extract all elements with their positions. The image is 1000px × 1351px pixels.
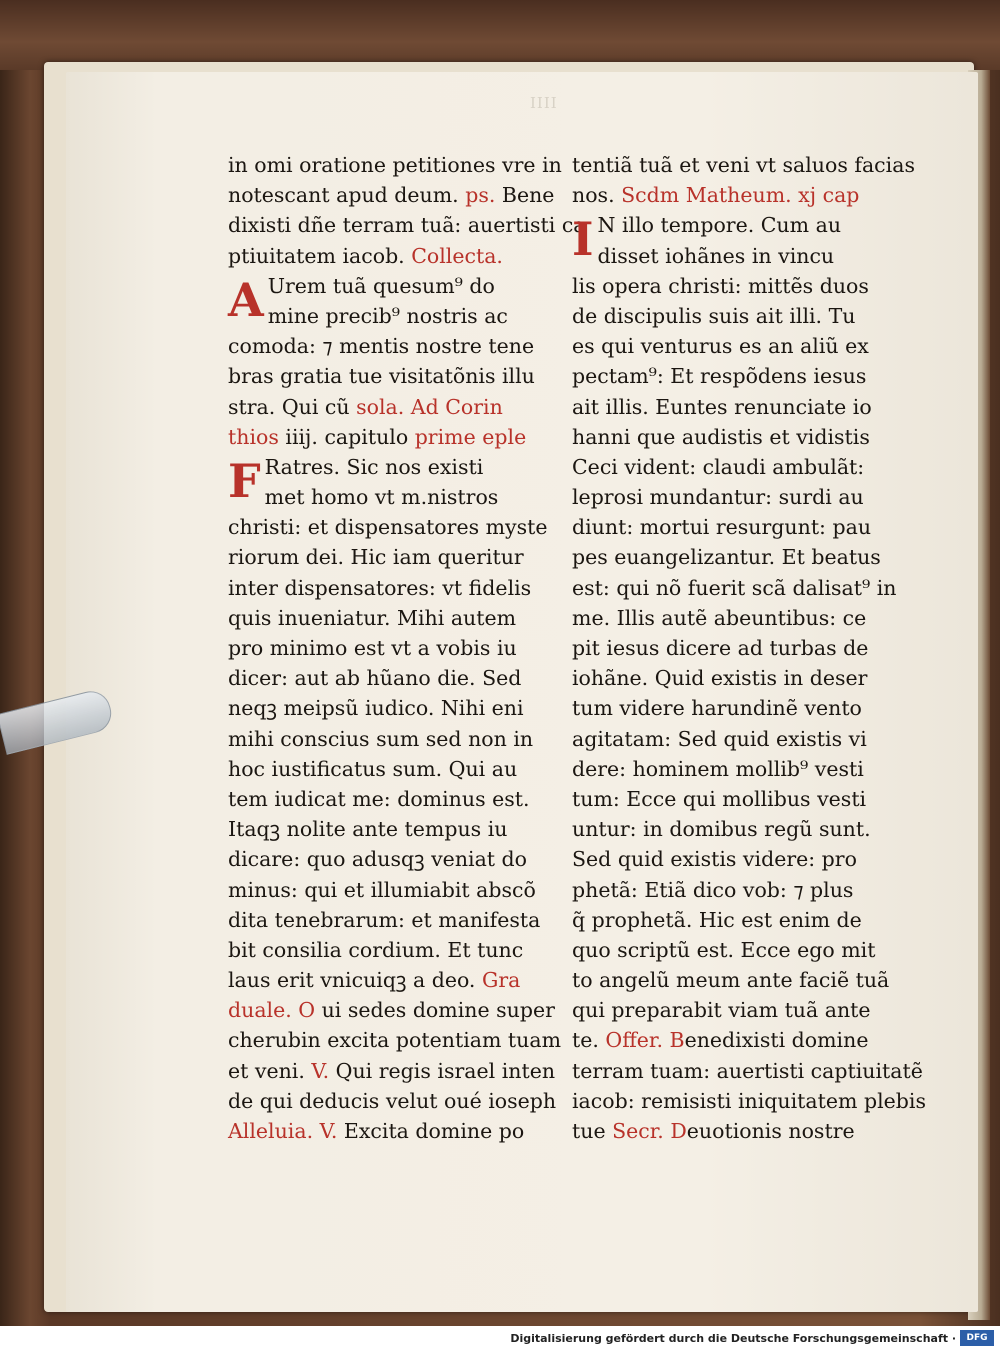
- line-text: stra. Qui cũ: [228, 394, 357, 419]
- text-line: [228, 814, 548, 844]
- text-line: [228, 210, 586, 240]
- book-cover-top: [0, 0, 1000, 70]
- text-line: [228, 180, 555, 210]
- text-line: [228, 693, 548, 723]
- line-text: dicer: aut ab hũano die. Sed: [228, 666, 522, 691]
- text-line: [228, 422, 548, 452]
- line-text: dicare: quo adusqꝫ veniat do: [228, 847, 528, 872]
- line-text: de discipulis suis ait illi. Tu: [572, 303, 856, 328]
- text-line: [228, 542, 548, 572]
- line-text: comoda: ⁊ mentis nostre tene: [228, 334, 535, 359]
- text-line: [228, 301, 548, 331]
- text-line: [572, 754, 884, 784]
- text-line: [572, 1056, 923, 1086]
- line-text: Excita domine po: [337, 1119, 525, 1143]
- text-line: [228, 935, 548, 965]
- line-text: Ratres. Sic nos existi: [264, 454, 484, 479]
- text-line: [228, 905, 548, 935]
- line-text: neqꝫ meipsũ iudico. Nihi eni: [228, 696, 524, 721]
- text-line: [572, 512, 884, 542]
- text-line: [228, 512, 548, 542]
- line-text: inter dispensatores: vt fidelis: [228, 575, 532, 600]
- text-line: [228, 573, 548, 603]
- text-line: [228, 1025, 562, 1055]
- line-text: Ceci vident: claudi ambulãt:: [572, 454, 865, 479]
- text-line: [572, 693, 884, 723]
- line-text: iohãne. Quid existis in deser: [572, 666, 868, 691]
- line-text: euotionis nostre: [686, 1119, 855, 1143]
- decorated-initial: F: [228, 453, 261, 508]
- text-line: [228, 1086, 557, 1116]
- line-text: pes euangelizantur. Et beatus: [572, 545, 881, 570]
- line-text: minus: qui et illumiabit abscõ: [228, 877, 536, 902]
- text-line: [572, 663, 884, 693]
- text-line: [228, 1116, 548, 1146]
- decorated-initial: I: [572, 212, 594, 267]
- line-text: me. Illis autẽ abeuntibus: ce: [572, 605, 867, 630]
- line-text: leprosi mundantur: surdi au: [572, 485, 864, 510]
- line-text: es qui venturus es an aliũ ex: [572, 334, 869, 359]
- text-line: [572, 724, 884, 754]
- line-text: ait illis. Euntes renunciate io: [572, 394, 872, 419]
- line-text: tue: [572, 1119, 613, 1143]
- rubric-text: Offer. B: [605, 1028, 685, 1053]
- text-line: [572, 603, 884, 633]
- footer-credit: Digitalisierung gefördert durch die Deutsche Forschungsgemeinschaft ·: [510, 1332, 956, 1345]
- text-line: [572, 1116, 884, 1146]
- text-line: [572, 1025, 884, 1055]
- line-text: dere: hominem mollib⁹ vesti: [572, 756, 864, 781]
- line-text: lis opera christi: mittẽs duos: [572, 273, 869, 298]
- line-text: dixisti dñe terram tuã: auertisti ca: [228, 213, 586, 238]
- text-line: [228, 633, 548, 663]
- line-text: quo scriptũ est. Ecce ego mit: [572, 937, 876, 962]
- text-line: [572, 844, 884, 874]
- text-line: [572, 271, 884, 301]
- line-text: disset iohãnes in vincu: [597, 243, 835, 268]
- text-line: [228, 603, 548, 633]
- line-text: riorum dei. Hic iam queritur: [228, 545, 524, 570]
- text-line: [572, 180, 884, 210]
- line-text: te.: [572, 1028, 606, 1053]
- line-text: Bene: [495, 183, 555, 208]
- rubric-text: sola. Ad Corin: [356, 394, 503, 419]
- rubric-text: Secr. D: [612, 1119, 687, 1143]
- line-text: cherubin excita potentiam tuam: [228, 1028, 562, 1053]
- text-line: [228, 1056, 556, 1086]
- text-line: [228, 754, 548, 784]
- line-text: enedixisti domine: [684, 1028, 869, 1053]
- rubric-text: V.: [311, 1058, 330, 1083]
- rubric-text: Alleluia. V.: [228, 1119, 338, 1143]
- line-text: ui sedes domine super: [315, 998, 555, 1023]
- text-line: [572, 301, 884, 331]
- text-line: [572, 361, 884, 391]
- left-text-column: [228, 150, 586, 1146]
- text-line: [572, 482, 884, 512]
- decorated-initial: A: [228, 272, 264, 327]
- text-line: [572, 542, 884, 572]
- line-text: iacob: remisisti iniquitatem plebis: [572, 1088, 926, 1113]
- text-line: [228, 392, 548, 422]
- line-text: pit iesus dicere ad turbas de: [572, 636, 869, 660]
- line-text: quis inueniatur. Mihi autem: [228, 605, 517, 630]
- line-text: pectam⁹: Et respõdens iesus: [572, 364, 867, 389]
- text-line: [228, 331, 548, 361]
- line-text: christi: et dispensatores myste: [228, 515, 548, 540]
- line-text: tum: Ecce qui mollibus vesti: [572, 786, 867, 811]
- line-text: bit consilia cordium. Et tunc: [228, 937, 524, 962]
- folio-number: IIII: [530, 94, 558, 112]
- text-line: [572, 905, 884, 935]
- rubric-text: duale. O: [228, 998, 316, 1023]
- text-line: [572, 392, 884, 422]
- text-line: [572, 452, 884, 482]
- line-text: ptiuitatem iacob.: [228, 243, 412, 268]
- rubric-text: Scdm Matheum. xj cap: [621, 183, 860, 208]
- rubric-text: Collecta.: [411, 243, 503, 268]
- text-line: [572, 633, 884, 663]
- text-line: [572, 241, 884, 271]
- line-text: to angelũ meum ante faciẽ tuã: [572, 968, 890, 993]
- line-text: Itaqꝫ nolite ante tempus iu: [228, 817, 508, 842]
- line-text: de qui deducis velut oué ioseph: [228, 1088, 557, 1113]
- text-line: [572, 995, 884, 1025]
- line-text: untur: in domibus regũ sunt.: [572, 817, 871, 842]
- text-line: [228, 150, 562, 180]
- line-text: agitatam: Sed quid existis vi: [572, 726, 867, 751]
- text-line: [228, 844, 548, 874]
- text-line: [572, 331, 884, 361]
- rubric-text: prime eple: [414, 424, 527, 449]
- line-text: tem iudicat me: dominus est.: [228, 786, 530, 811]
- line-text: mine precib⁹ nostris ac: [267, 303, 508, 328]
- text-line: [572, 935, 884, 965]
- text-line: [228, 482, 548, 512]
- text-line: [228, 784, 548, 814]
- line-text: q̃ prophetã. Hic est enim de: [572, 907, 862, 932]
- text-line: [228, 875, 548, 905]
- line-text: hanni que audistis et vidistis: [572, 424, 870, 449]
- line-text: notescant apud deum.: [228, 183, 466, 208]
- line-text: tentiã tuã et veni vt saluos facias: [572, 153, 915, 177]
- line-text: terram tuam: auertisti captiuitatẽ: [572, 1058, 923, 1083]
- text-line: [572, 573, 897, 603]
- line-text: hoc iustificatus sum. Qui au: [228, 756, 518, 781]
- text-line: [228, 241, 548, 271]
- text-line: [228, 663, 548, 693]
- line-text: et veni.: [228, 1058, 312, 1083]
- line-text: diunt: mortui resurgunt: pau: [572, 515, 872, 540]
- line-text: dita tenebrarum: et manifesta: [228, 907, 541, 932]
- rubric-text: ps.: [465, 183, 496, 208]
- line-text: phetã: Etiã dico vob: ⁊ plus: [572, 877, 854, 902]
- text-line: [228, 995, 555, 1025]
- line-text: qui preparabit viam tuã ante: [572, 998, 871, 1023]
- rubric-text: Gra: [481, 968, 521, 993]
- text-line: [228, 965, 548, 995]
- line-text: Qui regis israel inten: [329, 1058, 556, 1083]
- line-text: mihi conscius sum sed non in: [228, 726, 534, 751]
- text-line: [228, 361, 548, 391]
- line-text: Sed quid existis videre: pro: [572, 847, 857, 872]
- line-text: est: qui nõ fuerit scã dalisat⁹ in: [572, 575, 897, 600]
- text-line: [572, 150, 915, 180]
- text-line: [572, 422, 884, 452]
- text-line: [572, 965, 890, 995]
- line-text: nos.: [572, 183, 622, 208]
- text-line: [572, 875, 884, 905]
- line-text: N illo tempore. Cum au: [597, 213, 842, 238]
- text-line: [572, 784, 884, 814]
- dfg-logo: DFG: [960, 1330, 994, 1346]
- right-text-column: [572, 150, 926, 1146]
- line-text: pro minimo est vt a vobis iu: [228, 636, 517, 660]
- line-text: iiij. capitulo: [278, 424, 415, 449]
- text-line: [228, 724, 548, 754]
- rubric-text: thios: [228, 424, 279, 449]
- text-line: [572, 1086, 926, 1116]
- line-text: met homo vt m.nistros: [264, 485, 499, 510]
- line-text: tum videre harundinẽ vento: [572, 696, 862, 721]
- footer-bar: [0, 1326, 1000, 1351]
- line-text: Urem tuã quesum⁹ do: [267, 273, 495, 298]
- line-text: laus erit vnicuiqꝫ a deo.: [228, 968, 482, 993]
- line-text: bras gratia tue visitatõnis illu: [228, 364, 535, 389]
- text-line: [572, 814, 884, 844]
- line-text: in omi oratione petitiones vre in: [228, 153, 562, 177]
